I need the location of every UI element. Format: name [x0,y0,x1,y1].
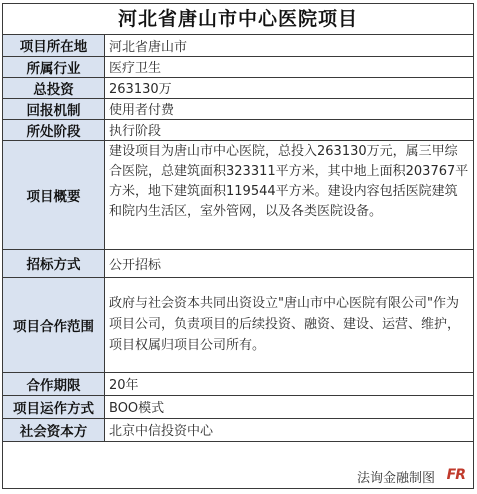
row-label-operation-mode: 项目运作方式 [3,395,105,418]
footer-credit: 法询金融制图 [356,471,435,486]
row-value-total-investment: 263130万 [105,77,474,98]
row-value-stage: 执行阶段 [105,119,474,140]
row-value-location: 河北省唐山市 [105,35,474,56]
table-row [3,35,473,56]
row-label-cooperation-scope: 项目合作范围 [3,277,105,372]
table-row [3,277,473,372]
project-info-table [3,35,473,442]
row-label-social-capital: 社会资本方 [3,418,105,441]
row-label-overview: 项目概要 [3,140,105,249]
table-row [3,98,473,119]
table-row [3,56,473,77]
row-label-total-investment: 总投资 [3,77,105,98]
row-value-term: 20年 [105,372,474,395]
row-value-social-capital: 北京中信投资中心 [105,418,474,441]
row-label-term: 合作期限 [3,372,105,395]
table-row [3,372,473,395]
row-value-bidding: 公开招标 [105,249,474,277]
page-title: 河北省唐山市中心医院项目 [3,4,473,35]
project-info-sheet [2,3,474,489]
row-value-return-mechanism: 使用者付费 [105,98,474,119]
row-value-industry: 医疗卫生 [105,56,474,77]
row-label-location: 项目所在地 [3,35,105,56]
table-row [3,418,473,441]
row-label-bidding: 招标方式 [3,249,105,277]
table-row [3,140,473,249]
fr-logo-icon: FR [446,467,465,483]
row-label-return-mechanism: 回报机制 [3,98,105,119]
footer [3,464,473,488]
row-value-overview: 建设项目为唐山市中心医院，总投入263130万元，属三甲综合医院，总建筑面积323311平方米，其中地上面积203767平方米，地下建筑面积119544平方米。建设内容包括医院建筑和院内生活区，室外管网，以及各类医院设备。 [105,140,474,249]
table-row [3,119,473,140]
row-value-operation-mode: BOO模式 [105,395,474,418]
table-row [3,249,473,277]
row-label-stage: 所处阶段 [3,119,105,140]
row-label-industry: 所属行业 [3,56,105,77]
row-value-cooperation-scope: 政府与社会资本共同出资设立"唐山市中心医院有限公司"作为项目公司，负责项目的后续投资、融资、建设、运营、维护，项目权属归项目公司所有。 [105,277,474,372]
table-row [3,395,473,418]
table-row [3,77,473,98]
